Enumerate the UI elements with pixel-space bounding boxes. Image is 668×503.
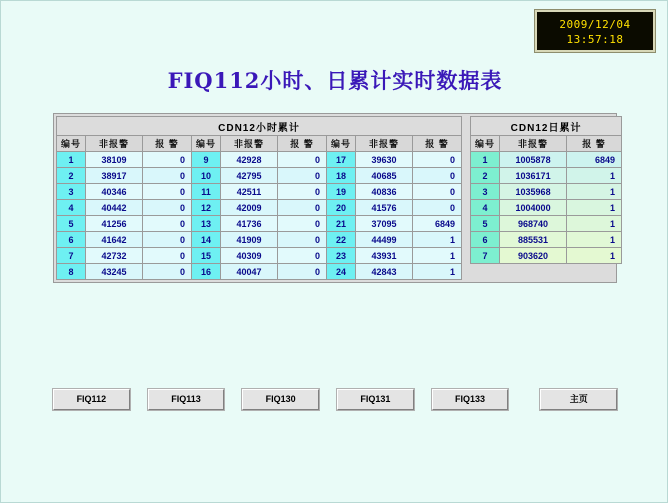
non-alarm-value: 968740 [500, 216, 567, 232]
row-index: 4 [57, 200, 86, 216]
table-row [57, 248, 462, 264]
row-index: 2 [471, 168, 500, 184]
clock-date: 2009/12/04 [559, 18, 631, 31]
column-header: 报 警 [143, 136, 192, 152]
non-alarm-value: 1035968 [500, 184, 567, 200]
navigation-buttons [53, 389, 617, 410]
non-alarm-value: 42843 [356, 264, 413, 280]
table-row [57, 184, 462, 200]
column-header: 非报警 [221, 136, 278, 152]
nav-button-fiq133[interactable]: FIQ133 [432, 389, 509, 410]
non-alarm-value: 41736 [221, 216, 278, 232]
row-index: 7 [471, 248, 500, 264]
column-header: 编号 [57, 136, 86, 152]
daily-table [470, 116, 622, 264]
row-index: 2 [57, 168, 86, 184]
daily-table-body [471, 152, 622, 264]
alarm-value: 0 [278, 152, 327, 168]
column-header: 非报警 [500, 136, 567, 152]
non-alarm-value: 41642 [86, 232, 143, 248]
table-row [471, 232, 622, 248]
row-index: 20 [327, 200, 356, 216]
non-alarm-value: 903620 [500, 248, 567, 264]
row-index: 16 [192, 264, 221, 280]
non-alarm-value: 38109 [86, 152, 143, 168]
non-alarm-value: 37095 [356, 216, 413, 232]
non-alarm-value: 38917 [86, 168, 143, 184]
non-alarm-value: 43245 [86, 264, 143, 280]
alarm-value: 1 [413, 248, 462, 264]
alarm-value: 0 [278, 168, 327, 184]
non-alarm-value: 40685 [356, 168, 413, 184]
alarm-value: 1 [413, 264, 462, 280]
table-row [57, 168, 462, 184]
alarm-value: 1 [567, 168, 622, 184]
alarm-value: 0 [143, 168, 192, 184]
data-tables-container [53, 113, 617, 283]
nav-button-fiq130[interactable]: FIQ130 [242, 389, 319, 410]
nav-button-fiq113[interactable]: FIQ113 [148, 389, 225, 410]
row-index: 10 [192, 168, 221, 184]
nav-button-fiq112[interactable]: FIQ112 [53, 389, 130, 410]
row-index: 18 [327, 168, 356, 184]
column-header: 编号 [192, 136, 221, 152]
alarm-value: 1 [567, 232, 622, 248]
table-row [57, 232, 462, 248]
column-header: 报 警 [413, 136, 462, 152]
hourly-panel [54, 114, 464, 282]
row-index: 17 [327, 152, 356, 168]
row-index: 12 [192, 200, 221, 216]
column-header: 报 警 [567, 136, 622, 152]
table-row [471, 200, 622, 216]
non-alarm-value: 42928 [221, 152, 278, 168]
row-index: 1 [57, 152, 86, 168]
non-alarm-value: 43931 [356, 248, 413, 264]
alarm-value: 6849 [413, 216, 462, 232]
hourly-table [56, 116, 462, 280]
table-row [471, 152, 622, 168]
alarm-value: 0 [143, 264, 192, 280]
row-index: 6 [471, 232, 500, 248]
non-alarm-value: 40836 [356, 184, 413, 200]
non-alarm-value: 1004000 [500, 200, 567, 216]
alarm-value: 0 [413, 168, 462, 184]
non-alarm-value: 1005878 [500, 152, 567, 168]
alarm-value: 1 [567, 248, 622, 264]
table-row [471, 248, 622, 264]
nav-button-home[interactable]: 主页 [540, 389, 617, 410]
alarm-value: 0 [413, 184, 462, 200]
non-alarm-value: 39630 [356, 152, 413, 168]
column-header: 非报警 [86, 136, 143, 152]
clock-time: 13:57:18 [566, 33, 624, 46]
alarm-value: 0 [278, 264, 327, 280]
alarm-value: 0 [143, 152, 192, 168]
table-row [57, 216, 462, 232]
alarm-value: 6849 [567, 152, 622, 168]
column-header: 编号 [327, 136, 356, 152]
hourly-column-header-row [57, 136, 462, 152]
daily-column-header-row [471, 136, 622, 152]
row-index: 13 [192, 216, 221, 232]
row-index: 4 [471, 200, 500, 216]
table-row [471, 168, 622, 184]
table-row [471, 184, 622, 200]
row-index: 9 [192, 152, 221, 168]
alarm-value: 0 [278, 200, 327, 216]
row-index: 11 [192, 184, 221, 200]
table-row [471, 216, 622, 232]
non-alarm-value: 40047 [221, 264, 278, 280]
table-row [57, 200, 462, 216]
column-header: 报 警 [278, 136, 327, 152]
row-index: 23 [327, 248, 356, 264]
row-index: 19 [327, 184, 356, 200]
table-row [57, 264, 462, 280]
row-index: 8 [57, 264, 86, 280]
alarm-value: 0 [143, 200, 192, 216]
alarm-value: 1 [567, 184, 622, 200]
alarm-value: 0 [143, 216, 192, 232]
non-alarm-value: 40442 [86, 200, 143, 216]
alarm-value: 1 [413, 232, 462, 248]
alarm-value: 1 [567, 200, 622, 216]
non-alarm-value: 1036171 [500, 168, 567, 184]
alarm-value: 1 [567, 216, 622, 232]
alarm-value: 0 [413, 200, 462, 216]
page-title: FIQ112小时、日累计实时数据表 [167, 68, 503, 93]
row-index: 7 [57, 248, 86, 264]
row-index: 22 [327, 232, 356, 248]
row-index: 14 [192, 232, 221, 248]
alarm-value: 0 [278, 216, 327, 232]
non-alarm-value: 885531 [500, 232, 567, 248]
table-row [57, 152, 462, 168]
row-index: 3 [57, 184, 86, 200]
non-alarm-value: 42795 [221, 168, 278, 184]
row-index: 24 [327, 264, 356, 280]
hourly-table-body [57, 152, 462, 280]
alarm-value: 0 [143, 232, 192, 248]
nav-button-fiq131[interactable]: FIQ131 [337, 389, 414, 410]
non-alarm-value: 42732 [86, 248, 143, 264]
row-index: 21 [327, 216, 356, 232]
column-header: 编号 [471, 136, 500, 152]
non-alarm-value: 41909 [221, 232, 278, 248]
non-alarm-value: 44499 [356, 232, 413, 248]
daily-panel [468, 114, 624, 266]
non-alarm-value: 40309 [221, 248, 278, 264]
row-index: 6 [57, 232, 86, 248]
alarm-value: 0 [413, 152, 462, 168]
non-alarm-value: 41256 [86, 216, 143, 232]
alarm-value: 0 [278, 232, 327, 248]
row-index: 3 [471, 184, 500, 200]
non-alarm-value: 40346 [86, 184, 143, 200]
daily-group-header: CDN12日累计 [471, 117, 622, 136]
row-index: 15 [192, 248, 221, 264]
alarm-value: 0 [143, 248, 192, 264]
alarm-value: 0 [278, 184, 327, 200]
alarm-value: 0 [278, 248, 327, 264]
non-alarm-value: 41576 [356, 200, 413, 216]
column-header: 非报警 [356, 136, 413, 152]
row-index: 1 [471, 152, 500, 168]
non-alarm-value: 42009 [221, 200, 278, 216]
non-alarm-value: 42511 [221, 184, 278, 200]
row-index: 5 [471, 216, 500, 232]
hourly-group-header: CDN12小时累计 [57, 117, 462, 136]
alarm-value: 0 [143, 184, 192, 200]
clock-display [535, 10, 655, 52]
row-index: 5 [57, 216, 86, 232]
